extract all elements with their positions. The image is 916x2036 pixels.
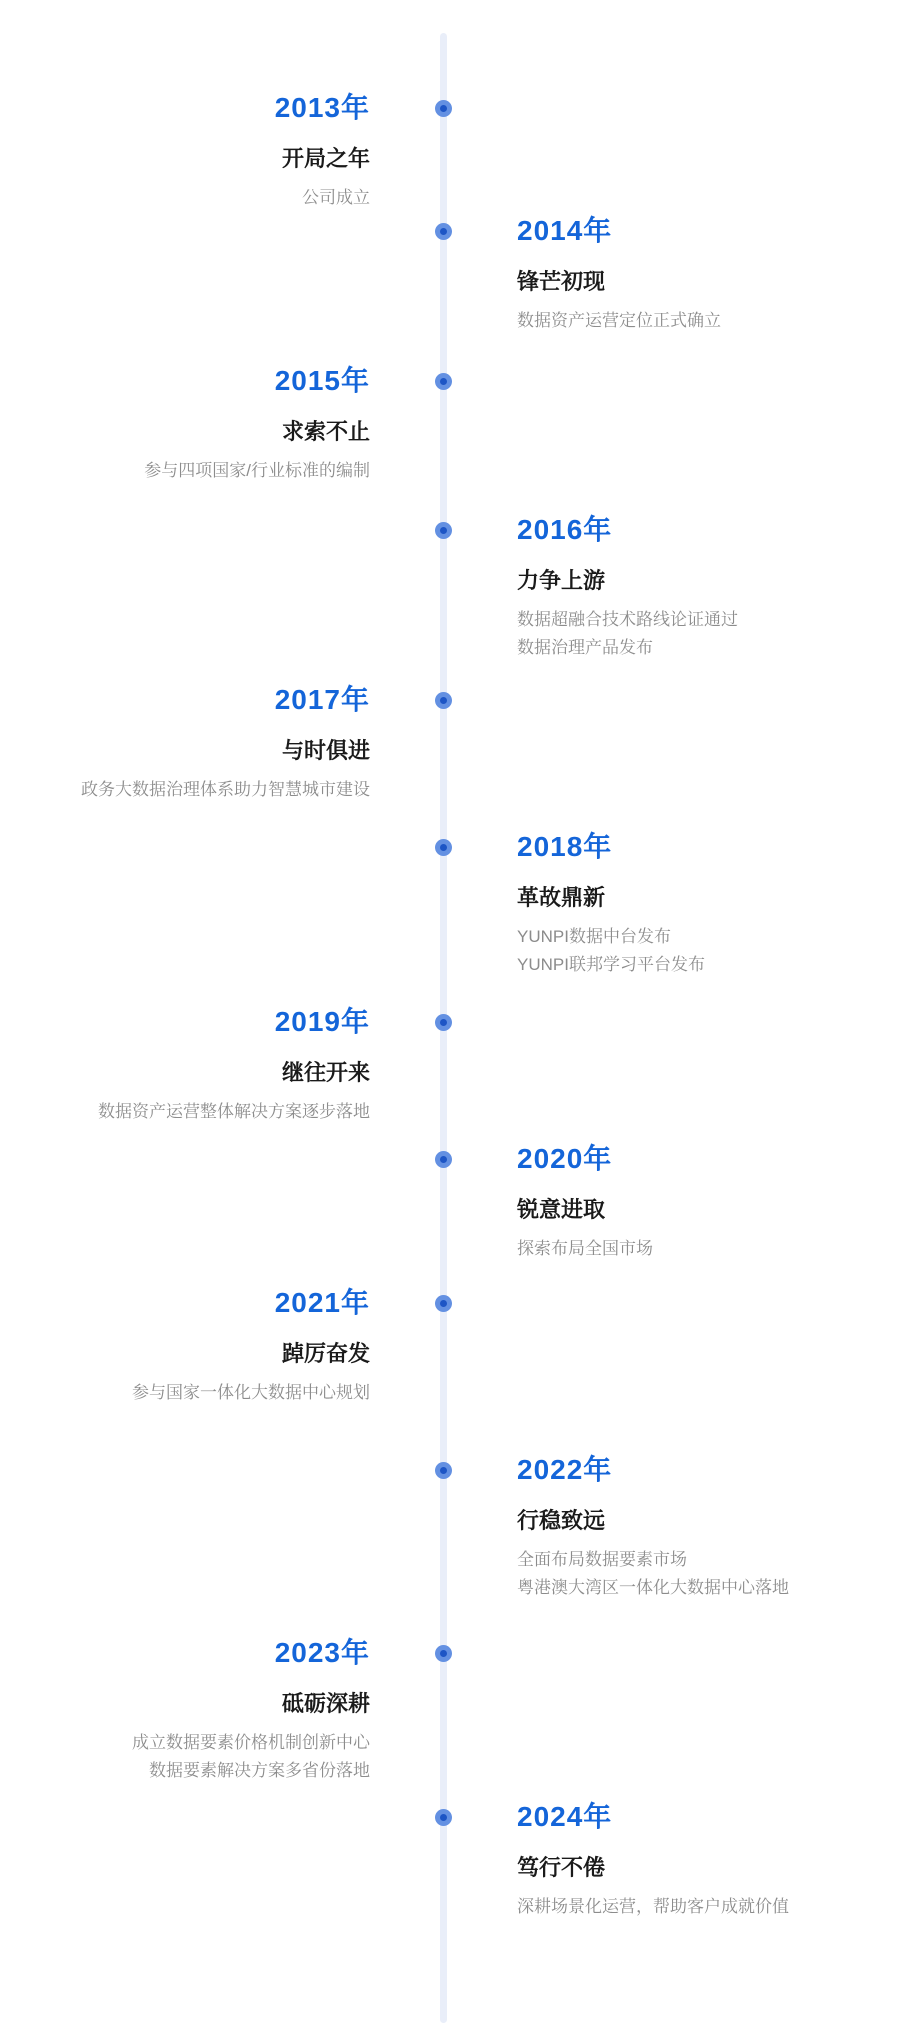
entry-title: 力争上游 [517, 568, 606, 593]
entry-descriptions [517, 923, 916, 979]
timeline-entry-2015 [0, 361, 370, 485]
entry-descriptions [0, 776, 370, 804]
timeline-entry-2013 [0, 88, 370, 212]
timeline-entry-2018 [517, 827, 916, 979]
entry-description-line: 公司成立 [302, 188, 370, 207]
entry-description-line: 数据资产运营定位正式确立 [517, 311, 721, 330]
timeline-entry-2014 [517, 211, 916, 335]
timeline-entry-2022 [517, 1450, 916, 1602]
timeline-dot-2023 [435, 1645, 452, 1662]
entry-descriptions [517, 307, 916, 335]
entry-year: 2020年 [517, 1143, 613, 1174]
entry-year: 2021年 [274, 1287, 370, 1318]
entry-descriptions [0, 1098, 370, 1126]
entry-description-line: YUNPI联邦学习平台发布 [517, 955, 705, 974]
entry-year: 2015年 [274, 365, 370, 396]
timeline-dot-2014 [435, 223, 452, 240]
timeline-dot-2018 [435, 839, 452, 856]
entry-title: 求索不止 [281, 419, 370, 444]
timeline-entry-2021 [0, 1283, 370, 1407]
entry-year: 2016年 [517, 514, 613, 545]
entry-description-line: 全面布局数据要素市场 [517, 1550, 687, 1569]
timeline-entry-2017 [0, 680, 370, 804]
entry-title: 继往开来 [281, 1060, 370, 1085]
entry-descriptions [0, 1729, 370, 1785]
entry-description-line: 参与国家一体化大数据中心规划 [132, 1383, 370, 1402]
timeline-dot-2019 [435, 1014, 452, 1031]
timeline-entry-2020 [517, 1139, 916, 1263]
entry-description-line: 数据超融合技术路线论证通过 [517, 610, 738, 629]
timeline-dot-2017 [435, 692, 452, 709]
entry-title: 行稳致远 [517, 1508, 606, 1533]
entry-title: 锋芒初现 [517, 269, 606, 294]
entry-description-line: 数据要素解决方案多省份落地 [149, 1761, 370, 1780]
entry-year: 2017年 [274, 684, 370, 715]
entry-description-line: 粤港澳大湾区一体化大数据中心落地 [517, 1578, 789, 1597]
entry-year: 2024年 [517, 1801, 613, 1832]
entry-description-line: 深耕场景化运营，帮助客户成就价值 [517, 1897, 789, 1916]
entry-descriptions [517, 1235, 916, 1263]
entry-year: 2013年 [274, 92, 370, 123]
entry-year: 2019年 [274, 1006, 370, 1037]
entry-year: 2022年 [517, 1454, 613, 1485]
timeline-entry-2024 [517, 1797, 916, 1921]
timeline-dot-2020 [435, 1151, 452, 1168]
timeline-dot-2016 [435, 522, 452, 539]
entry-descriptions [517, 1546, 916, 1602]
entry-title: 革故鼎新 [517, 885, 606, 910]
entry-title: 开局之年 [281, 146, 370, 171]
timeline-entry-2016 [517, 510, 916, 662]
entry-description-line: 成立数据要素价格机制创新中心 [132, 1733, 370, 1752]
timeline-entry-2019 [0, 1002, 370, 1126]
entry-title: 踔厉奋发 [281, 1341, 370, 1366]
entry-descriptions [517, 606, 916, 662]
timeline-dot-2013 [435, 100, 452, 117]
entry-title: 砥砺深耕 [281, 1691, 370, 1716]
timeline-entry-2023 [0, 1633, 370, 1785]
entry-year: 2018年 [517, 831, 613, 862]
entry-year: 2023年 [274, 1637, 370, 1668]
timeline-dot-2024 [435, 1809, 452, 1826]
entry-descriptions [517, 1893, 916, 1921]
entry-title: 与时俱进 [281, 738, 370, 763]
entry-title: 锐意进取 [517, 1197, 606, 1222]
entry-title: 笃行不倦 [517, 1855, 606, 1880]
entry-descriptions [0, 184, 370, 212]
timeline-dot-2021 [435, 1295, 452, 1312]
timeline-dot-2022 [435, 1462, 452, 1479]
entry-description-line: 探索布局全国市场 [517, 1239, 653, 1258]
entry-description-line: 参与四项国家/行业标准的编制 [144, 461, 370, 480]
entry-description-line: 数据治理产品发布 [517, 638, 653, 657]
entry-descriptions [0, 457, 370, 485]
entry-year: 2014年 [517, 215, 613, 246]
entry-description-line: 政务大数据治理体系助力智慧城市建设 [81, 780, 370, 799]
timeline-dot-2015 [435, 373, 452, 390]
entry-descriptions [0, 1379, 370, 1407]
entry-description-line: 数据资产运营整体解决方案逐步落地 [98, 1102, 370, 1121]
entry-description-line: YUNPI数据中台发布 [517, 927, 671, 946]
